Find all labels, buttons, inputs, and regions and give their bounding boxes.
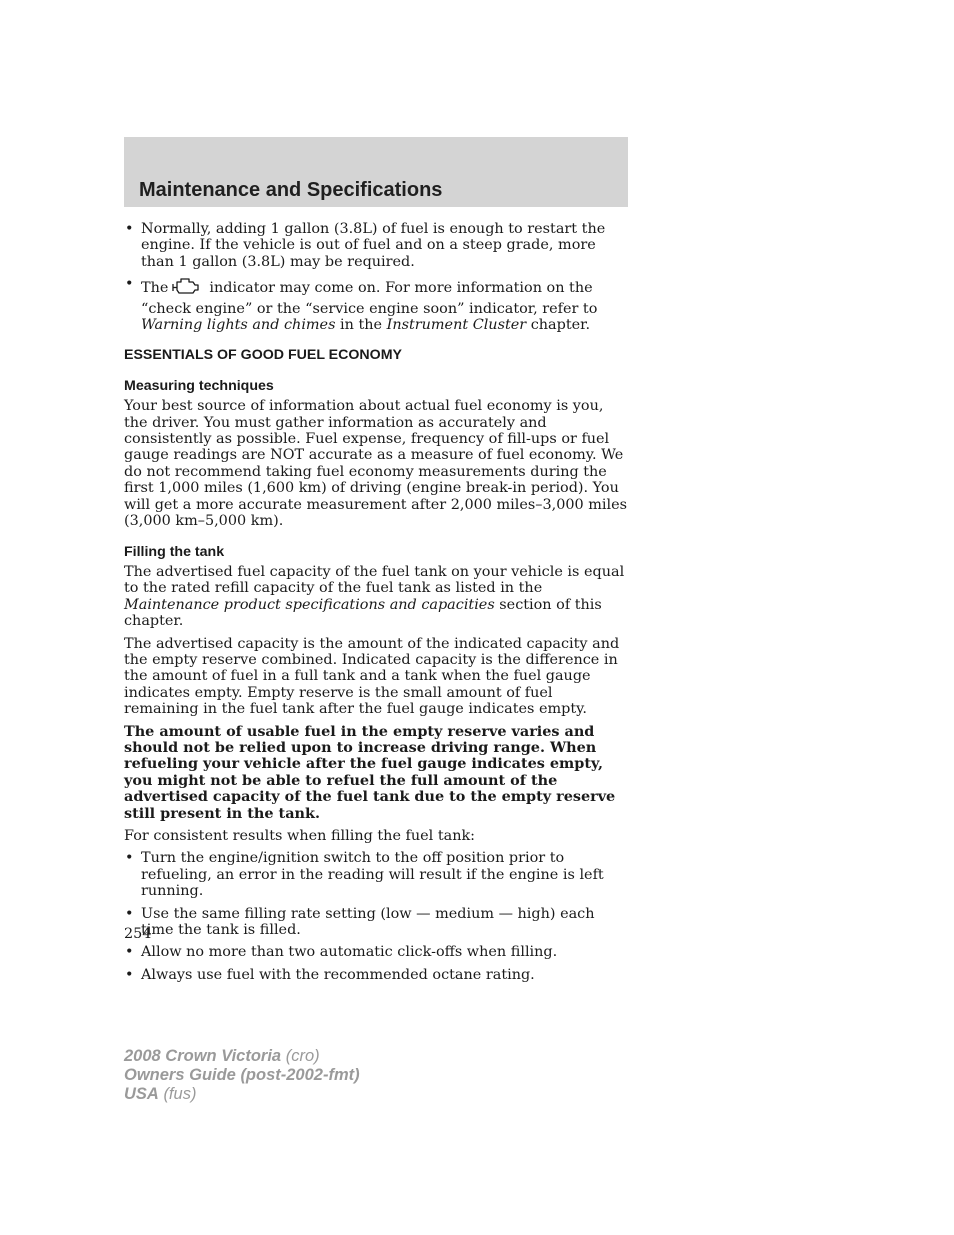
- footer-line: [124, 1047, 360, 1066]
- cross-reference: Warning lights and chimes: [141, 317, 336, 334]
- section-heading: ESSENTIALS OF GOOD FUEL ECONOMY: [124, 347, 402, 364]
- bullet-text: in the: [340, 317, 383, 334]
- body-paragraph: The advertised capacity is the amount of the indicated capacity and the empty reserve combined. Indicated capacity is the difference in the amount of fuel in a full tank and a tank when the fuel gauge indicates empty. Empty reserve is the small amount of fuel remaining in the fuel tank after the fuel gauge indicates empty.: [124, 635, 620, 718]
- warning-paragraph: The amount of usable fuel in the empty reserve varies and should not be relied upon to increase driving range. When refueling your vehicle after the fuel gauge indicates empty, you might not be able to refuel the full amount of the advertised capacity of the fuel tank due to the empty reserve still present in the tank.: [124, 722, 616, 822]
- list-item: • Allow no more than two automatic click-offs when filling.: [124, 944, 630, 960]
- footer-code: (cro): [285, 1047, 320, 1065]
- page-title: Maintenance and Specifications: [139, 179, 443, 201]
- footer-line: [124, 1066, 360, 1085]
- list-item: • Always use fuel with the recommended octane rating.: [124, 967, 630, 983]
- paragraph-text: The advertised fuel capacity of the fuel tank on your vehicle is equal to the rated refill capacity of the fuel tank as listed in the: [124, 563, 625, 597]
- bullet-text: indicator may come on. For more information on the “check engine” or the “service engine soon” indicator, refer to: [141, 280, 598, 317]
- body-paragraph: For consistent results when filling the fuel tank:: [124, 828, 476, 844]
- subsection-heading-filling: Filling the tank: [124, 543, 225, 560]
- footer-model: 2008 Crown Victoria: [124, 1047, 282, 1065]
- section-header-band: [124, 137, 628, 207]
- bullet-text: The: [141, 280, 169, 297]
- cross-reference: Instrument Cluster: [386, 317, 527, 334]
- footer-market: USA: [124, 1085, 159, 1103]
- bullet-text: chapter.: [530, 317, 591, 334]
- list-item: [124, 276, 630, 333]
- paragraph-text: section of this chapter.: [124, 596, 602, 630]
- intro-bullet-list: [124, 221, 630, 333]
- footer-code: (fus): [163, 1085, 197, 1103]
- list-item: • Use the same filling rate setting (low — medium — high) each time the tank is filled.: [124, 906, 630, 939]
- list-item: • Turn the engine/ignition switch to the off position prior to refueling, an error in the reading will result if the engine is left running.: [124, 850, 630, 899]
- filling-bullet-list: [124, 850, 630, 983]
- list-item: • Normally, adding 1 gallon (3.8L) of fuel is enough to restart the engine. If the vehicle is out of fuel and on a steep grade, more than 1 gallon (3.8L) may be required.: [124, 221, 630, 270]
- check-engine-icon: [171, 276, 201, 300]
- document-footer: [124, 1047, 360, 1104]
- page-number: 254: [124, 926, 152, 942]
- main-content: [124, 221, 630, 989]
- footer-line: [124, 1085, 360, 1104]
- body-paragraph: Your best source of information about actual fuel economy is you, the driver. You must gather information as accurately and consistently as possible. Fuel expense, frequency of fill-ups or fuel gauge readings are NOT accurate as a measure of fuel economy. We do not recommend taking fuel economy measurements during the first 1,000 miles (1,600 km) of driving (engine break-in period). You will get a more accurate measurement after 2,000 miles–3,000 miles (3,000 km–5,000 km).: [124, 398, 627, 530]
- subsection-heading-measuring: Measuring techniques: [124, 377, 274, 394]
- body-paragraph: [124, 564, 630, 630]
- footer-guide: Owners Guide (post-2002-fmt): [124, 1066, 360, 1084]
- cross-reference: Maintenance product specifications and capacities: [124, 596, 495, 613]
